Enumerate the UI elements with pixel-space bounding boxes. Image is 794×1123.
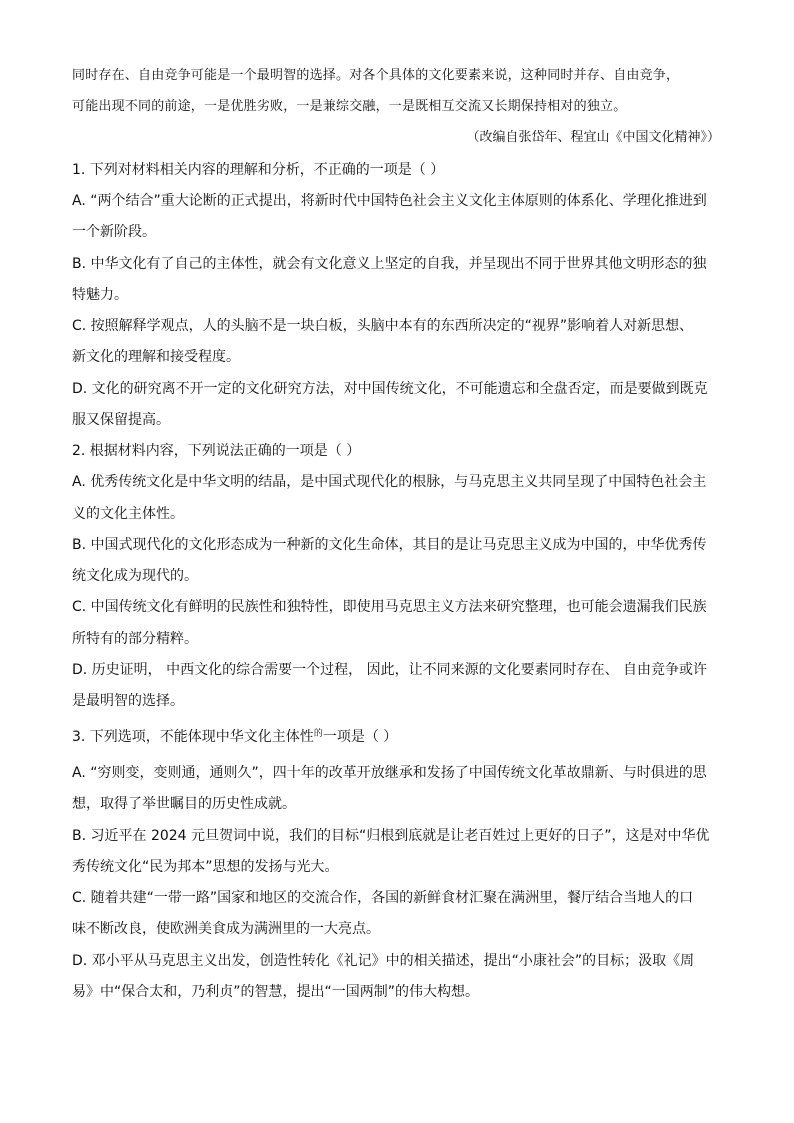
question-1-stem: 1. 下列对材料相关内容的理解和分析，不正确的一项是（ ） — [72, 162, 445, 178]
question-2-option-b-line-1: B. 中国式现代化的文化形态成为一种新的文化生命体，其目的是让马克思主义成为中国的，中华优秀传 — [72, 537, 707, 553]
question-3-option-b-line-1: B. 习近平在 2024 元旦贺词中说，我们的目标“归根到底就是让老百姓过上更好的日子”，这是对中华优 — [72, 828, 710, 844]
question-2-option-b-line-2: 统文化成为现代的。 — [72, 568, 198, 584]
question-3-option-d-line-1: D. 邓小平从马克思主义出发，创造性转化《礼记》中的相关描述，提出“小康社会”的目标；汲取《周 — [72, 953, 695, 969]
question-1-option-a-line-2: 一个新阶段。 — [72, 224, 156, 240]
question-3-stem-text-end: 一项是（ ） — [322, 729, 398, 745]
question-1-option-b-line-2: 特魅力。 — [72, 287, 128, 303]
question-2-option-d-line-1: D. 历史证明， 中西文化的综合需要一个过程， 因此，让不同来源的文化要素同时存在、 自由竞争或许 — [72, 662, 708, 678]
question-2-option-a-line-2: 义的文化主体性。 — [72, 506, 184, 522]
question-3-option-d-line-2: 易》中“保合太和，乃利贞”的智慧，提出“一国两制”的伟大构想。 — [72, 984, 480, 1000]
question-2-option-a-line-1: A. 优秀传统文化是中华文明的结晶，是中国式现代化的根脉，与马克思主义共同呈现了中国特色社会主 — [72, 474, 707, 490]
question-3-stem — [72, 727, 397, 749]
question-3-option-c-line-2: 味不断改良，使欧洲美食成为满洲里的一大亮点。 — [72, 921, 380, 937]
question-2-stem: 2. 根据材料内容，下列说法正确的一项是（ ） — [72, 443, 361, 459]
question-3-option-b-line-2: 秀传统文化“民为邦本”思想的发扬与光大。 — [72, 859, 339, 875]
question-2-option-d-line-2: 是最明智的选择。 — [72, 693, 184, 709]
passage-line-2: 可能出现不同的前途，一是优胜劣败，一是兼综交融，一是既相互交流又长期保持相对的独立。 — [72, 99, 627, 114]
question-1-option-b-line-1: B. 中华文化有了自己的主体性，就会有文化意义上坚定的自我，并呈现出不同于世界其他文明形态的独 — [72, 256, 707, 272]
question-2-option-c-line-2: 所特有的部分精粹。 — [72, 631, 198, 647]
question-1-option-a-line-1: A. “两个结合”重大论断的正式提出，将新时代中国特色社会主义文化主体原则的体系化、学理化推进到 — [72, 193, 707, 209]
question-1-option-d-line-1: D. 文化的研究离不开一定的文化研究方法，对中国传统文化，不可能遗忘和全盘否定，而是要做到既克 — [72, 381, 708, 397]
question-1-option-c-line-2: 新文化的理解和接受程度。 — [72, 349, 240, 365]
question-1-option-c-line-1: C. 按照解释学观点，人的头脑不是一块白板，头脑中本有的东西所决定的“视界”影响着人对新思想、 — [72, 318, 694, 334]
question-2-option-c-line-1: C. 中国传统文化有鲜明的民族性和独特性，即使用马克思主义方法来研究整理，也可能会遗漏我们民族 — [72, 599, 707, 615]
question-1-option-d-line-2: 服又保留提高。 — [72, 412, 170, 428]
question-3-option-c-line-1: C. 随着共建“一带一路”国家和地区的交流合作，各国的新鲜食材汇聚在满洲里，餐厅结合当地人的口 — [72, 890, 694, 906]
question-3-stem-text: 3. 下列选项，不能体现中华文化主体性 — [72, 729, 314, 745]
question-3-option-a-line-1: A. “穷则变，变则通，通则久”，四十年的改革开放继承和发扬了中国传统文化革故鼎新、与时俱进的思 — [72, 765, 707, 781]
question-3-stem-superscript: 的 — [313, 729, 323, 739]
passage-line-1: 同时存在、自由竞争可能是一个最明智的选择。对各个具体的文化要素来说，这种同时并存、自由竞争， — [72, 68, 680, 83]
passage-source: （改编自张岱年、程宜山《中国文化精神》） — [466, 130, 720, 145]
question-3-option-a-line-2: 想，取得了举世瞩目的历史性成就。 — [72, 796, 296, 812]
